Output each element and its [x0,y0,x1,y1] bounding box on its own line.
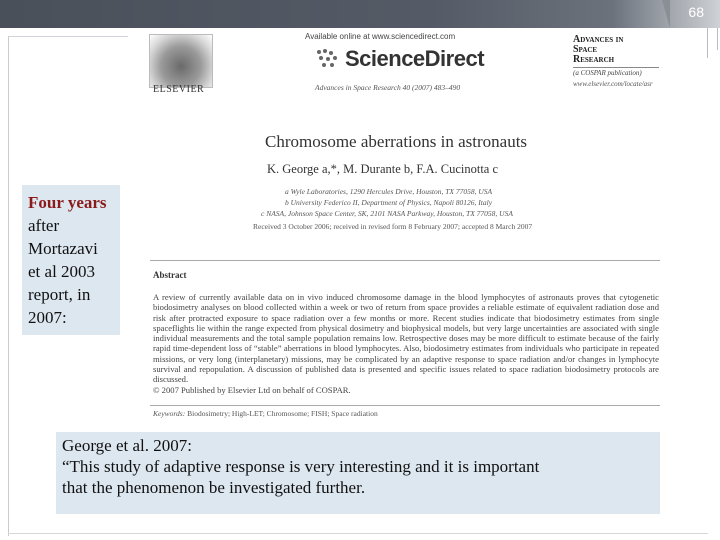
callout-line-2: Mortazavi [28,239,98,258]
affiliation-a: a Wyle Laboratories, 1290 Hercules Drive, Houston, TX 77058, USA [285,187,493,196]
quote-line-1: “This study of adaptive response is very interesting and it is important [62,457,540,476]
page-number: 68 [688,4,704,20]
received-dates: Received 3 October 2006; received in revised form 8 February 2007; accepted 8 March 2007 [253,222,533,231]
abstract-top-rule [150,260,660,261]
sciencedirect-wordmark: ScienceDirect [345,46,485,71]
affiliation-b: b University Federico II, Department of Physics, Napoli 80126, Italy [285,198,493,207]
callout-highlight: Four years [28,193,107,212]
journal-masthead [573,35,659,97]
paper-scan [145,32,665,427]
quote-line-2: that the phenomenon be investigated further. [62,478,366,497]
paper-title: Chromosome aberrations in astronauts [265,132,528,151]
abstract-text: A review of currently available data on in vivo induced chromosome damage in the blood lymphocytes of astronauts proves that cytogenetic biodosimetry analyses on blood collected within a week or two of return from space provides a reliable estimate of equivalent radiation dose and risk after protracted exposure to space radiation over a few months or more. Recent studies indicate that biodosimetry estimates from single spaceflights lie within the range expected from physical dosimetry and biophysical models, but very large uncertainties are associated with single individual measurements and the total sample population remains low. Retrospective doses may be more difficult to estimate because of the fairly rapid time-dependent loss of “stable” aberrations in blood lymphocytes. Also, biodosimetry estimates from individuals who participate in repeated missions, or very long (interplanetary) missions, may be complicated by an adaptive response to space radiation and/or changes in lymphocyte survival and repopulation. A discussion of published data is presented and specific issues related to space radiation biodosimetry protocols are discussed. [153,292,659,385]
quote-box [56,432,660,514]
copyright-line: © 2007 Published by Elsevier Ltd on behalf of COSPAR. [153,384,351,395]
top-bar-notch [662,0,670,28]
right-rail-line [707,28,708,58]
affiliation-c: c NASA, Johnson Space Center, SK, 2101 NASA Parkway, Houston, TX 77058, USA [261,209,513,218]
callout-line-1: after [28,216,60,235]
available-online-text: Available online at www.sciencedirect.com [305,32,456,41]
paper-authors: K. George a,*, M. Durante b, F.A. Cucinotta c [267,162,499,176]
callout-line-3: et al 2003 [28,262,96,281]
callout-line-5: 2007: [28,308,67,327]
slide-top-bar [0,0,720,28]
callout-line-4: report, in [28,285,91,304]
keywords-line [153,409,378,418]
journal-subtitle: (a COSPAR publication) [573,67,659,77]
journal-name-line-3: Research [573,54,615,65]
abstract-heading: Abstract [153,270,187,280]
abstract-bottom-rule [150,405,660,406]
keywords-list: Biodosimetry; High-LET; Chromosome; FISH; Space radiation [187,409,378,418]
quote-attribution: George et al. 2007: [62,436,192,455]
journal-url: www.elsevier.com/locate/asr [573,80,653,88]
elsevier-tree-logo [149,34,213,88]
left-rail-line [8,36,9,536]
left-rail-top-line [8,36,128,37]
journal-name-line-2: Space [573,44,598,55]
keywords-label: Keywords: [153,409,186,418]
callout-note [22,185,120,335]
right-rail-line-2 [717,28,718,50]
journal-name-line-1: Advances in [573,34,624,45]
publisher-name: ELSEVIER [153,84,205,95]
bottom-rail-line [8,533,708,534]
journal-citation: Advances in Space Research 40 (2007) 483–490 [315,83,461,92]
abstract-body [153,292,659,395]
sciencedirect-logo-icon [313,46,341,70]
